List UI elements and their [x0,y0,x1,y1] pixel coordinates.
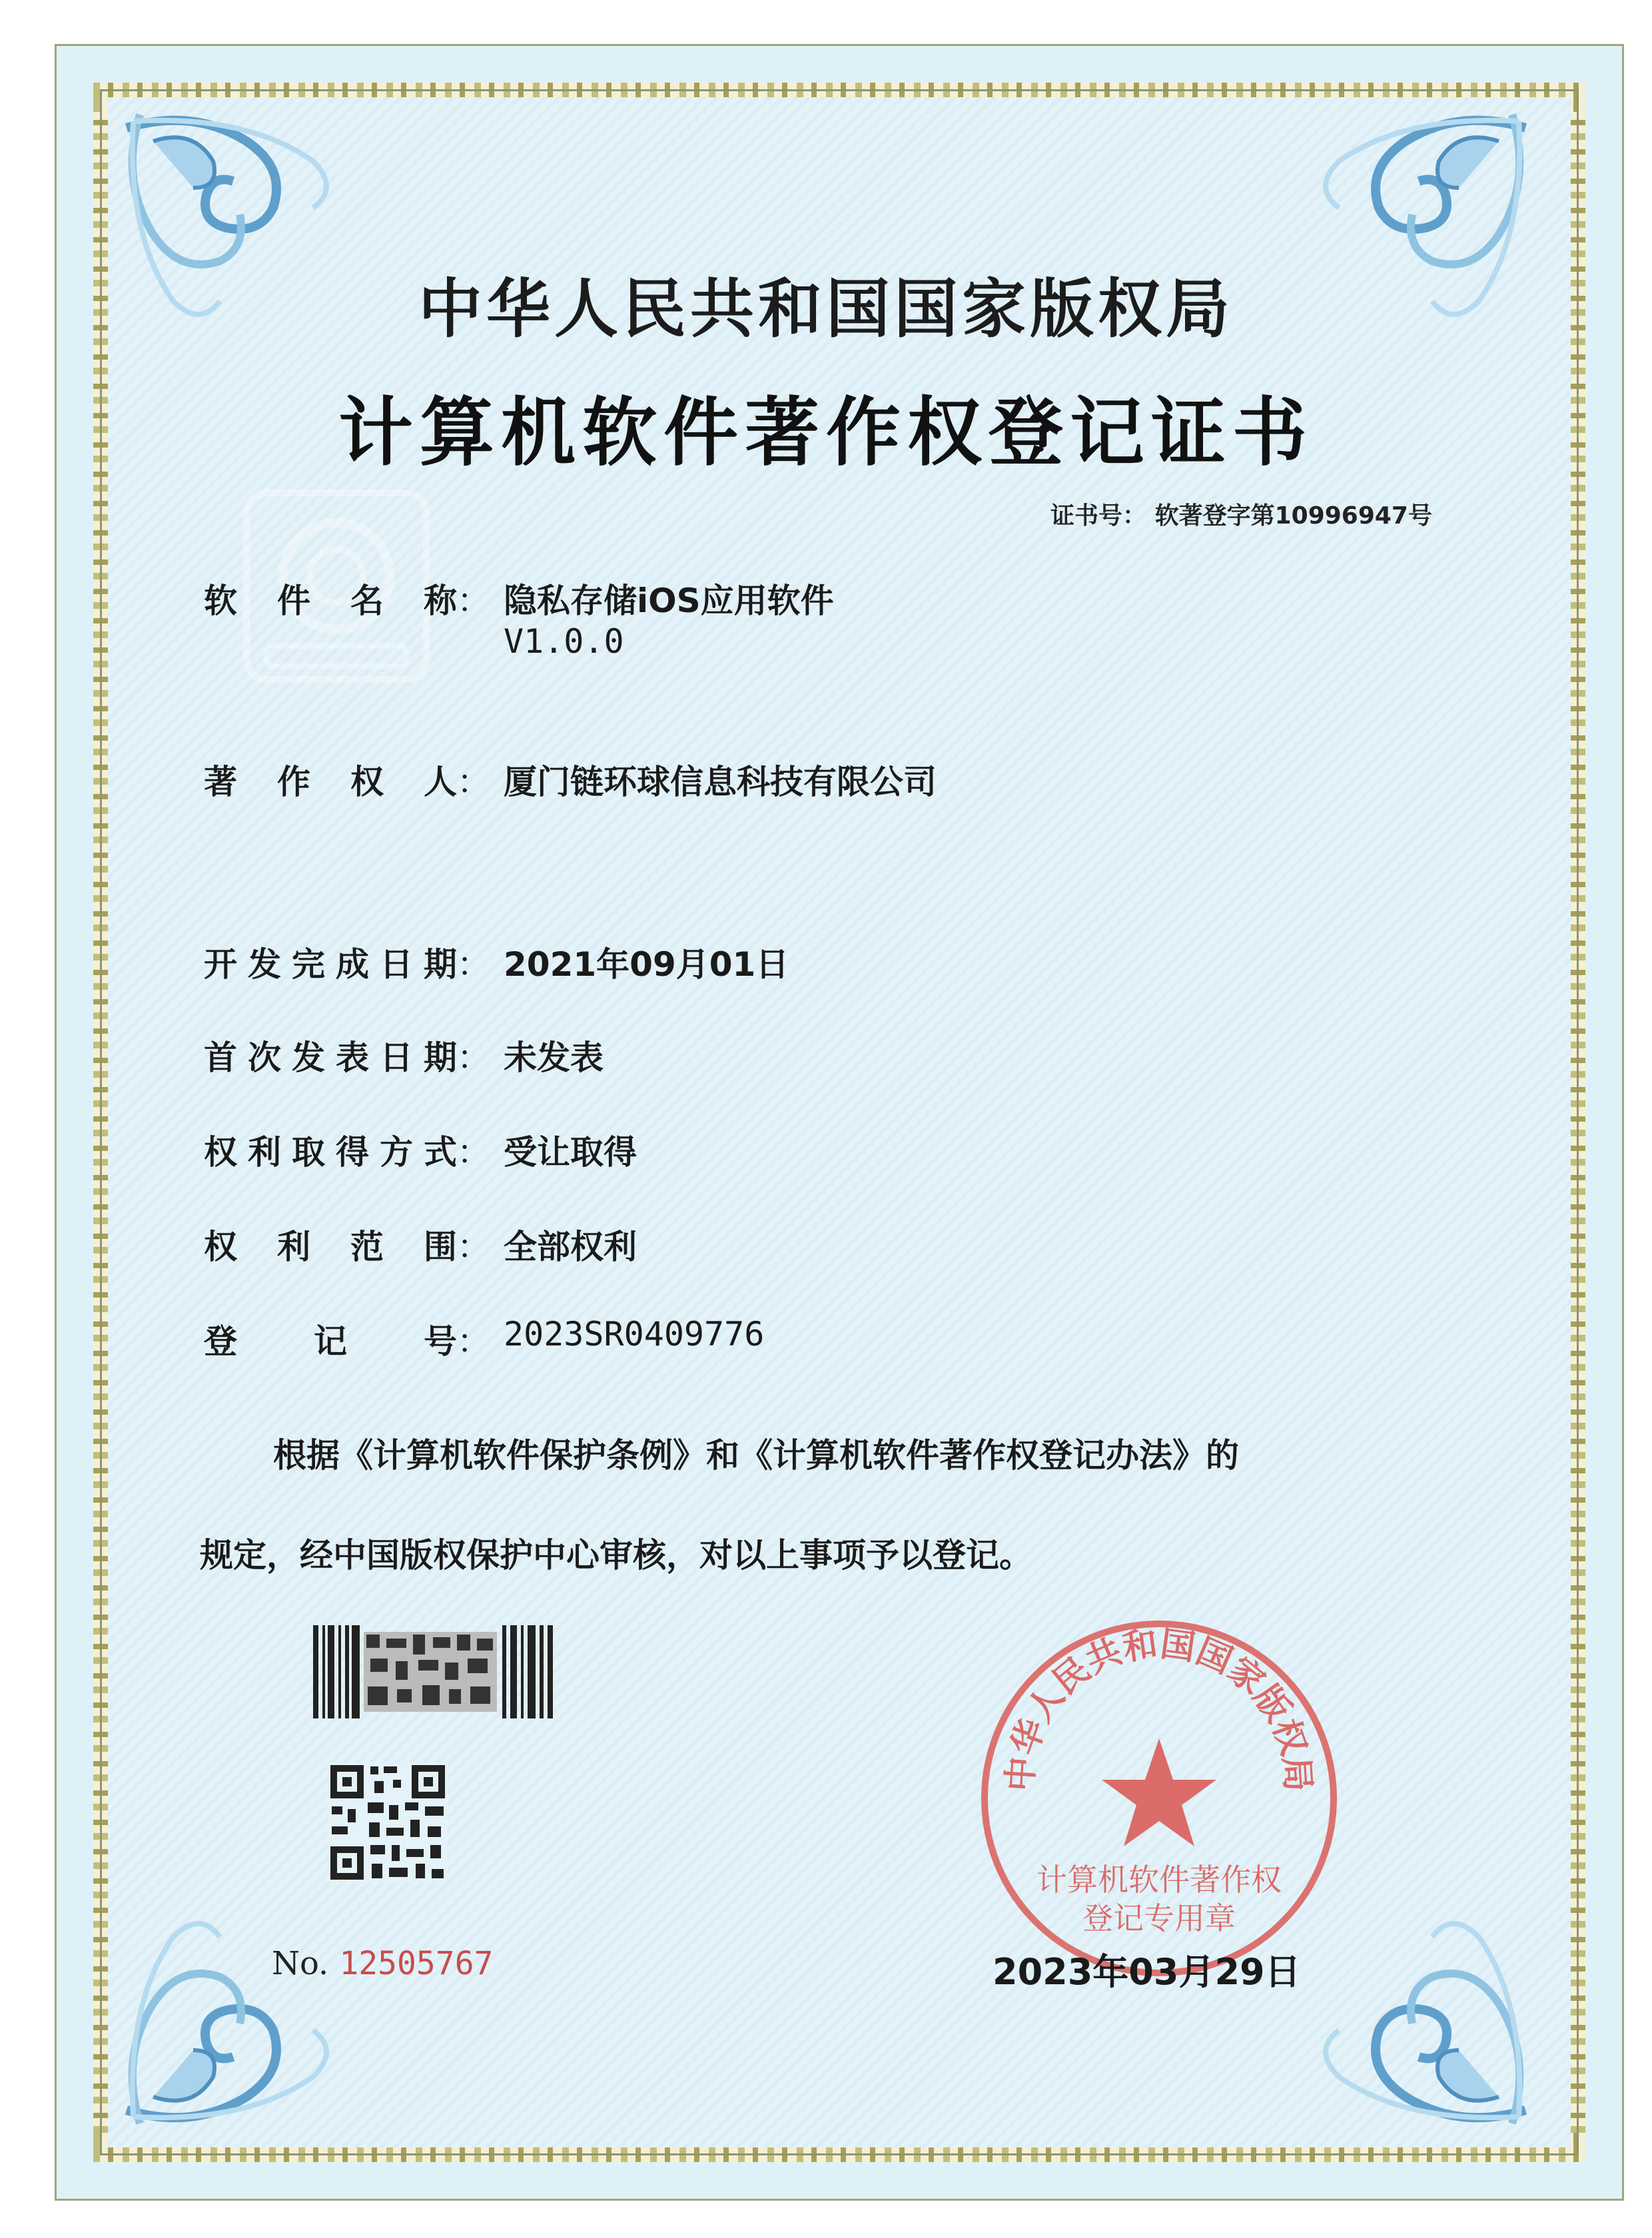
svg-text:登记专用章: 登记专用章 [1082,1900,1236,1936]
barcode-icon [313,1625,553,1718]
field-colon: ： [457,1228,490,1266]
software-name-value: 隐私存储iOS应用软件 [504,581,834,620]
serial-prefix: No. [272,1945,329,1982]
acquisition-method-value: 受让取得 [504,1133,637,1172]
first-publication-value: 未发表 [504,1038,604,1077]
issue-date: 2023年03月29日 [993,1951,1301,1993]
rights-scope-value: 全部权利 [504,1228,637,1266]
official-seal-stamp [973,1612,1346,1985]
svg-text:中华人民共和国国家版权局: 中华人民共和国国家版权局 [1000,1624,1318,1793]
certificate-number-label: 证书号： [1050,502,1147,530]
certificate-title: 计算机软件著作权登记证书 [338,389,1314,476]
field-colon: ： [457,763,490,801]
field-label: 权 利 范 围 [204,1228,457,1266]
field-label: 开 发 完 成 日 期 [204,945,457,984]
field-label: 软 件 名 称 [204,581,457,620]
field-colon: ： [457,1038,490,1077]
field-colon: ： [457,945,490,984]
field-label: 首 次 发 表 日 期 [204,1038,457,1077]
field-label: 著 作 权 人 [204,763,457,801]
statement-line-1: 根据《计算机软件保护条例》和《计算机软件著作权登记办法》的 [273,1436,1239,1475]
issuing-authority: 中华人民共和国国家版权局 [418,272,1234,346]
serial-value: 12505767 [339,1945,494,1982]
field-label: 登 记 号 [204,1322,457,1361]
certificate-number [1050,497,1432,531]
registration-number-value: 2023SR0409776 [504,1315,765,1353]
field-colon: ： [457,1133,490,1172]
qr-code-icon [328,1762,448,1882]
serial-number [272,1945,494,1982]
svg-text:计算机软件著作权: 计算机软件著作权 [1036,1862,1282,1898]
field-colon: ： [457,1322,490,1361]
software-version-value: V1.0.0 [504,622,624,661]
certificate-number-value: 软著登字第10996947号 [1154,502,1432,530]
copyright-owner-value: 厦门链环球信息科技有限公司 [504,763,937,801]
completion-date-value: 2021年09月01日 [504,945,789,984]
corner-ornament-bottom-left [113,1884,366,2137]
field-colon: ： [457,581,490,620]
statement-line-2: 规定，经中国版权保护中心审核，对以上事项予以登记。 [200,1536,1032,1575]
field-label: 权 利 取 得 方 式 [204,1133,457,1172]
